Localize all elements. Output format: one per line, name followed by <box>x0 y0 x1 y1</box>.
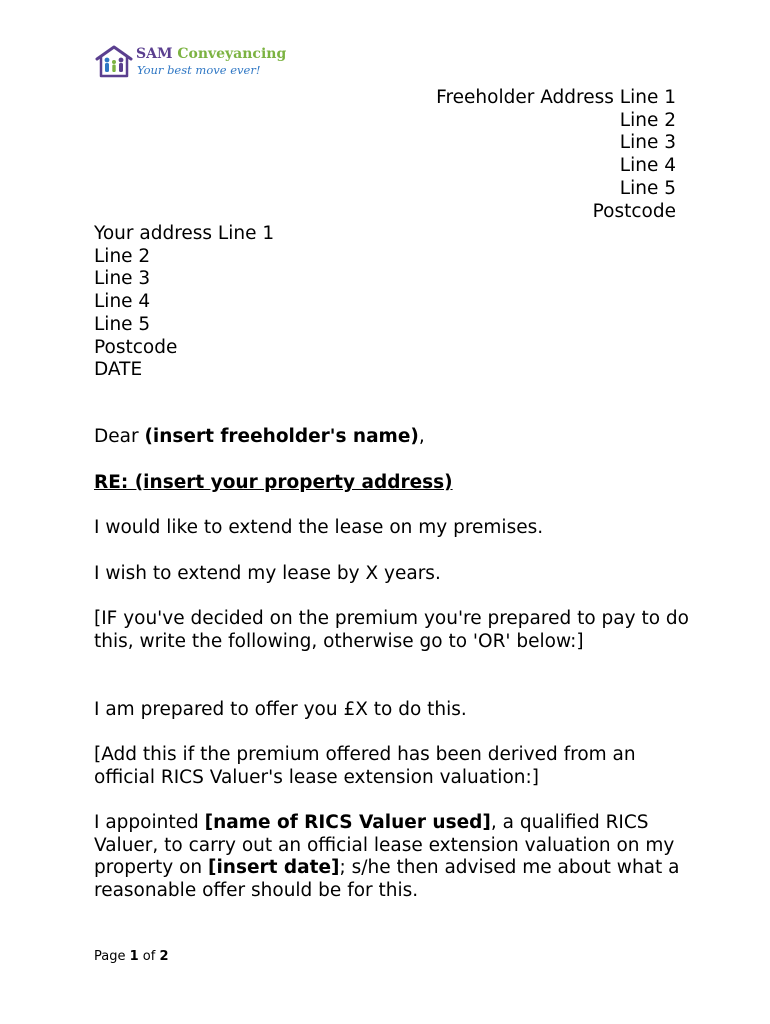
salutation <box>94 426 694 449</box>
total-page-number: 2 <box>159 949 169 964</box>
logo-tagline: Your best move ever! <box>137 63 261 77</box>
freeholder-address-block <box>436 87 676 223</box>
house-family-logo-icon <box>95 44 133 78</box>
salutation-suffix: , <box>418 426 425 447</box>
letter-date: DATE <box>94 359 143 381</box>
paragraph-rics-valuer <box>94 812 694 903</box>
rics-text-1: I appointed <box>94 812 205 833</box>
sender-address-line: Line 5 <box>94 313 151 335</box>
rics-text-2: , a qualified RICS Valuer, to carry out an official lease extension valuation on my property on <box>94 812 675 879</box>
freeholder-address-line: Line 3 <box>619 132 676 154</box>
salutation-placeholder: (insert freeholder's name) <box>144 426 419 447</box>
sender-address-line: Line 4 <box>94 291 151 313</box>
salutation-prefix: Dear <box>94 426 145 447</box>
sender-address-block <box>94 223 274 382</box>
freeholder-address-line: Line 2 <box>619 109 676 131</box>
freeholder-postcode: Postcode <box>592 200 676 222</box>
rics-text-3: ; s/he then advised me about what a reasonable offer should be for this. <box>94 857 680 902</box>
current-page-number: 1 <box>129 949 139 964</box>
company-logo <box>95 44 295 80</box>
paragraph-rics-instruction: [Add this if the premium offered has been derived from an official RICS Valuer's lease extension valuation:] <box>94 744 636 788</box>
paragraph-offer: I am prepared to offer you £X to do this. <box>94 699 467 720</box>
sender-address-line: Line 3 <box>94 268 151 290</box>
sender-address-line: Your address Line 1 <box>94 223 275 244</box>
page-number-footer <box>94 948 169 966</box>
rics-date-placeholder: [insert date] <box>208 857 340 879</box>
paragraph-extend-lease: I would like to extend the lease on my premises. <box>94 517 544 538</box>
rics-valuer-placeholder: [name of RICS Valuer used] <box>204 812 491 833</box>
page-of-label: of <box>138 949 160 964</box>
logo-company-name <box>136 45 286 63</box>
freeholder-address-line: Line 4 <box>619 155 676 177</box>
freeholder-address-line: Line 5 <box>619 177 676 199</box>
paragraph-premium-instruction: [IF you've decided on the premium you're prepared to pay to do this, write the following, otherwise go to 'OR' below:] <box>94 608 689 652</box>
logo-name-sam: SAM <box>136 46 178 62</box>
page-label: Page <box>94 949 130 964</box>
sender-postcode: Postcode <box>94 336 178 358</box>
sender-address-line: Line 2 <box>94 245 151 267</box>
logo-name-conveyancing: Conveyancing <box>177 46 287 62</box>
re-subject-line: RE: (insert your property address) <box>94 472 453 493</box>
freeholder-address-line: Freeholder Address Line 1 <box>436 87 676 108</box>
paragraph-extend-years: I wish to extend my lease by X years. <box>94 563 441 584</box>
